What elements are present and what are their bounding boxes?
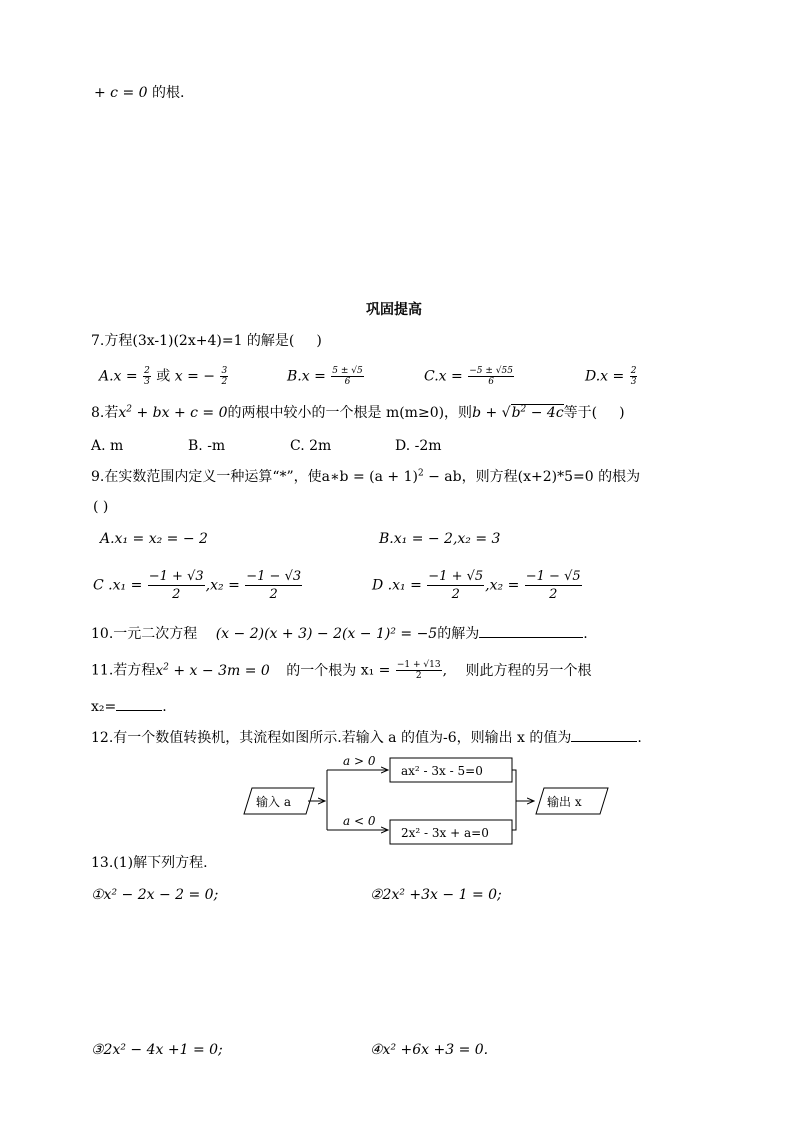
- q8-paren: ): [619, 405, 625, 421]
- q8-option-a: A. m: [91, 438, 124, 454]
- q9-c-frac1: [148, 568, 205, 603]
- q9-d-mid: ,x₂ =: [485, 577, 520, 594]
- q9-option-c: [93, 568, 303, 603]
- q7-d-label: D.x =: [585, 368, 625, 385]
- q9-c-label: C .x₁ =: [93, 577, 143, 594]
- q8-mid-text: 的两根中较小的一个根是 m(m≥0)，则: [227, 405, 473, 421]
- q9-d-den2: 2: [549, 587, 558, 602]
- q9-stem-c: − ab，则方程(x+2)*5=0 的根为: [423, 469, 641, 485]
- q10-eq: (x − 2)(x + 3) − 2(x − 1)² = −5: [215, 626, 438, 642]
- q8-tail-text: 等于(: [563, 405, 598, 421]
- q7-option-a: [99, 366, 229, 387]
- q9-option-b: B.x₁ = − 2,x₂ = 3: [379, 531, 501, 547]
- q7-b-den: 6: [344, 377, 351, 387]
- flow-cond-bottom: a < 0: [343, 814, 376, 828]
- flow-input-label: 输入 a: [256, 795, 291, 809]
- q9-option-d: [372, 568, 583, 603]
- q11-stem: 11.若方程: [91, 662, 156, 679]
- flowchart: [240, 752, 620, 852]
- q7-a-frac2: [220, 366, 228, 387]
- q9-c-den1: 2: [172, 587, 181, 602]
- q8-eq: $x^2$ + bx + c = 0: [118, 404, 228, 421]
- q7-option-d: [585, 366, 638, 387]
- q8-option-c: C. 2m: [290, 438, 332, 454]
- q10-end: .: [583, 626, 588, 642]
- q7-d-frac: [630, 366, 638, 387]
- q9-stem-b: a∗b = (a + 1): [321, 469, 418, 485]
- q9-stem-a: 9.在实数范围内定义一种运算“*”，使: [91, 469, 322, 485]
- q9-d-num2: −1 − √5: [525, 569, 581, 584]
- q9-d-num1: −1 + √5: [428, 569, 484, 584]
- q7-a-frac1: [143, 366, 151, 387]
- q7-c-num: −5 ± √55: [469, 366, 513, 376]
- q7-a-num1: 2: [144, 366, 150, 376]
- q11-eq: $x^2 + x - 3m = 0$: [155, 661, 270, 679]
- q7-stem-text: 7.方程(3x-1)(2x+4)=1 的解是(: [91, 333, 295, 349]
- q7-b-frac: [331, 366, 363, 387]
- q11: 11.若方程$x^2 + x - 3m = 0$ 的一个根为 x₁ = $\frac{-1 + √13}{2}$ , 则此方程的另一个根: [91, 660, 592, 681]
- q9-c-frac2: [245, 568, 302, 603]
- q9-option-a: A.x₁ = x₂ = − 2: [100, 531, 208, 547]
- q11-den: 2: [415, 671, 422, 681]
- q13-eq3: ③2x² − 4x +1 = 0;: [91, 1042, 223, 1058]
- q7-c-den: 6: [488, 377, 494, 387]
- q9-c-mid: ,x₂ =: [205, 577, 240, 594]
- q11-num: −1 + √13: [396, 660, 441, 670]
- flow-box-bottom-label: 2x² - 3x + a=0: [401, 826, 489, 840]
- q7-option-b: [287, 366, 365, 387]
- q9-d-den1: 2: [451, 587, 460, 602]
- q7-a-or: 或: [156, 368, 171, 385]
- q7-a-den1: 3: [144, 377, 150, 387]
- q8-expr: $b + √b^2 - 4c$: [472, 404, 564, 421]
- q11-line2: [91, 696, 167, 717]
- q9-stem: 9.在实数范围内定义一种运算“*”，使a∗b = $(a + 1)^2$ − ab，则方程(x+2)*5=0 的根为: [91, 468, 641, 485]
- q7-c-label: C.x =: [424, 368, 463, 385]
- top-text: 的根.: [147, 85, 185, 101]
- q7-option-c: [424, 366, 515, 387]
- q7-a-label: A.x =: [99, 368, 138, 385]
- q7-b-num: 5 ± √5: [332, 366, 363, 376]
- q7-paren: ): [316, 333, 322, 349]
- q10: [91, 623, 588, 644]
- q13-eq1: ①x² − 2x − 2 = 0;: [91, 887, 219, 903]
- flow-cond-top: a > 0: [343, 754, 376, 768]
- q9-c-den2: 2: [269, 587, 278, 602]
- q9-c-num1: −1 + √3: [148, 569, 204, 584]
- q9-paren: ( ): [93, 499, 109, 515]
- q7-a-den2: 2: [221, 377, 228, 387]
- q11-x2: x₂=: [91, 699, 117, 715]
- q9-d-label: D .x₁ =: [372, 577, 422, 594]
- flow-merge-line: [512, 770, 516, 830]
- q12: [91, 727, 642, 748]
- flow-box-top-label: ax² - 3x - 5=0: [401, 764, 483, 778]
- q12-end: .: [637, 730, 642, 746]
- q12-answer-blank[interactable]: [571, 727, 637, 742]
- q11-frac: [396, 660, 442, 681]
- q10-stem: 10.一元二次方程: [91, 626, 198, 642]
- q11-x1: x₁ =: [360, 662, 391, 679]
- q10-tail: 的解为: [437, 626, 480, 642]
- top-eq: + c = 0: [94, 85, 148, 101]
- q7-c-frac: [468, 366, 514, 387]
- q11-tail: 则此方程的另一个根: [465, 662, 592, 679]
- top-line: [94, 83, 184, 103]
- q7-a-x2: x = −: [174, 368, 215, 385]
- q7-d-den: 3: [630, 377, 637, 387]
- q9-c-num2: −1 − √3: [246, 569, 302, 584]
- q13-stem: 13.(1)解下列方程.: [91, 855, 208, 871]
- q8-stem: [91, 403, 625, 423]
- section-title: 巩固提高: [366, 302, 422, 318]
- q13-eq4: ④x² +6x +3 = 0.: [370, 1042, 489, 1058]
- q12-stem: 12.有一个数值转换机，其流程如图所示.若输入 a 的值为-6，则输出 x 的值为: [91, 730, 572, 746]
- q11-end: .: [162, 699, 167, 715]
- q7-stem: [91, 331, 322, 351]
- q10-answer-blank[interactable]: [479, 623, 583, 638]
- q11-mid: 的一个根为: [286, 662, 357, 679]
- q7-a-num2: 3: [221, 366, 228, 376]
- q9-d-frac2: [525, 568, 582, 603]
- q7-d-num: 2: [630, 366, 637, 376]
- q8-option-b: B. -m: [188, 438, 226, 454]
- q11-answer-blank[interactable]: [116, 696, 162, 711]
- q7-b-label: B.x =: [287, 368, 326, 385]
- q8-stem-text: 8.若: [91, 405, 119, 421]
- q8-option-d: D. -2m: [395, 438, 442, 454]
- q9-d-frac1: [427, 568, 484, 603]
- q13-eq2: ②2x² +3x − 1 = 0;: [370, 887, 502, 903]
- flow-output-label: 输出 x: [547, 795, 582, 809]
